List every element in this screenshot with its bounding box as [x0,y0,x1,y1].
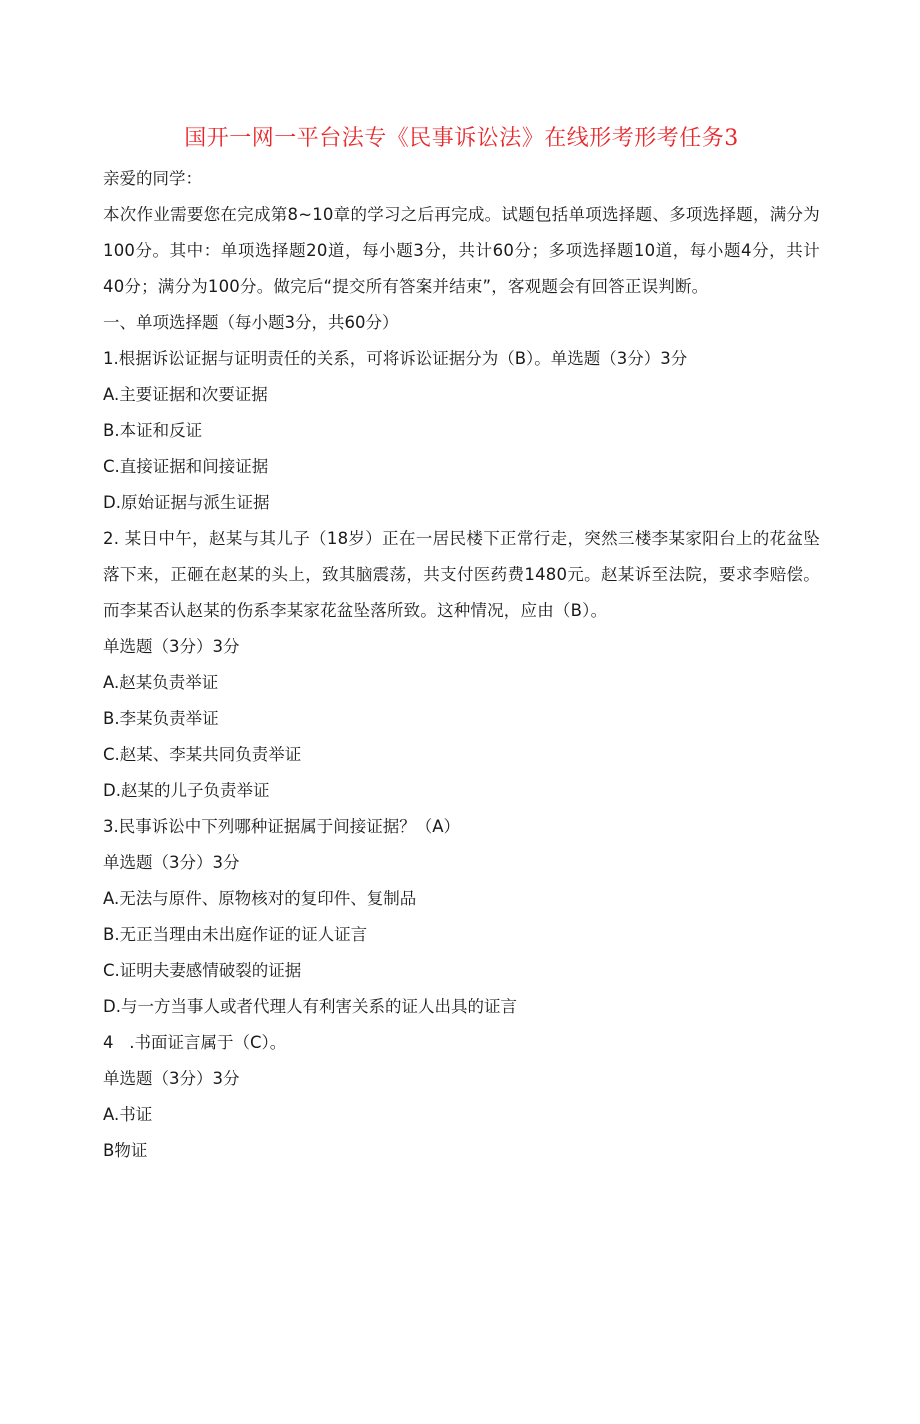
option-b: B.本证和反证 [103,421,203,440]
option-c: C.直接证据和间接证据 [103,457,269,476]
option-a: A.书证 [103,1105,153,1124]
question-stem: 4 .书面证言属于（C）。 [103,1033,287,1052]
intro-paragraph: 本次作业需要您在完成第8~10章的学习之后再完成。试题包括单项选择题、多项选择题，满分为100分。其中：单项选择题20道，每小题3分，共计60分；多项选择题10道，每小题4分，共计40分；满分为100分。做完后“提交所有答案并结束”，客观题会有回答正误判断。 [103,205,820,296]
question-stem: 2. 某日中午，赵某与其儿子（18岁）正在一居民楼下正常行走，突然三楼李某家阳台上的花盆坠落下来，正砸在赵某的头上，致其脑震荡，共支付医药费1480元。赵某诉至法院，要求李赔偿。而李某否认赵某的伤系李某家花盆坠落所致。这种情况，应由（B）。 [103,529,820,620]
question-type: 单选题（3分）3分 [103,637,240,656]
question-stem: 3.民事诉讼中下列哪种证据属于间接证据？（A） [103,817,461,836]
option-b: B.李某负责举证 [103,709,219,728]
question-3 [103,809,820,1025]
greeting: 亲爱的同学： [103,169,202,188]
option-c: C.赵某、李某共同负责举证 [103,745,302,764]
option-d: D.赵某的儿子负责举证 [103,781,270,800]
option-c: C.证明夫妻感情破裂的证据 [103,961,302,980]
option-d: D.原始证据与派生证据 [103,493,270,512]
question-1 [103,341,820,521]
document-title: 国开一网一平台法专《民事诉讼法》在线形考形考任务3 [184,126,739,151]
option-d: D.与一方当事人或者代理人有利害关系的证人出具的证言 [103,997,517,1016]
option-a: A.赵某负责举证 [103,673,219,692]
option-b: B物证 [103,1141,148,1160]
document-page [0,123,920,1424]
question-stem: 1.根据诉讼证据与证明责任的关系，可将诉讼证据分为（B）。单选题（3分）3分 [103,349,688,368]
question-2 [103,521,820,809]
option-a: A.无法与原件、原物核对的复印件、复制品 [103,889,417,908]
option-b: B.无正当理由未出庭作证的证人证言 [103,925,368,944]
section-heading: 一、单项选择题（每小题3分，共60分） [103,313,399,332]
question-4 [103,1025,820,1169]
option-a: A.主要证据和次要证据 [103,385,268,404]
question-type: 单选题（3分）3分 [103,1069,240,1088]
question-type: 单选题（3分）3分 [103,853,240,872]
